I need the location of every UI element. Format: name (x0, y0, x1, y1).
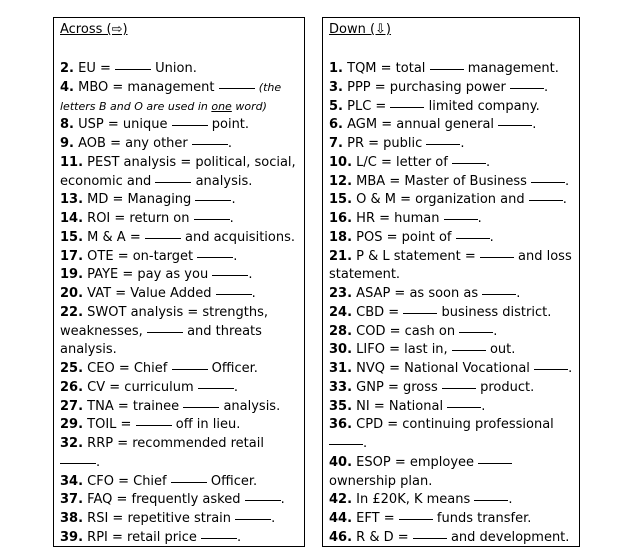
clue-text-after: . (562, 192, 567, 208)
clue-number: 21. (329, 248, 353, 264)
answer-blank[interactable] (447, 407, 481, 408)
clue-number: 17. (60, 248, 84, 264)
clue-number: 40. (329, 454, 353, 470)
clue-number: 22. (60, 304, 84, 320)
answer-blank[interactable] (245, 500, 281, 501)
answer-blank[interactable] (456, 238, 490, 239)
clue-text-before: AGM = annual general (347, 117, 495, 133)
clue-down-1 (329, 60, 576, 79)
clue-number: 33. (329, 379, 353, 395)
clue-text-after: . (96, 454, 101, 470)
clue-text-after: out. (489, 342, 516, 358)
clue-note-emphasis: one (211, 99, 232, 113)
clue-text-after: and loss statement. (329, 248, 572, 283)
answer-blank[interactable] (172, 125, 208, 126)
clue-down-36 (329, 416, 576, 454)
clue-number: 13. (60, 192, 84, 208)
clue-across-37 (60, 491, 301, 510)
clue-down-42 (329, 491, 576, 510)
clue-text-after: product. (480, 379, 535, 395)
clue-text-before: EFT = (356, 511, 395, 526)
answer-blank[interactable] (136, 425, 172, 426)
clue-number: 1. (329, 61, 343, 76)
clue-number: 32. (60, 436, 84, 451)
clue-text-after: . (565, 173, 570, 189)
clue-text-before: CPD = continuing professional (356, 417, 554, 433)
clue-down-6 (329, 116, 576, 135)
clue-across-9 (60, 135, 301, 154)
clue-text-before: MBA = Master of Business (356, 173, 527, 189)
answer-blank[interactable] (172, 369, 208, 370)
clue-text-after: . (460, 136, 465, 151)
clue-down-15 (329, 191, 576, 210)
clue-down-16 (329, 210, 576, 229)
clue-text-before: TNA = trainee (87, 398, 180, 414)
clue-text-before: USP = unique (78, 117, 168, 133)
answer-blank[interactable] (194, 219, 230, 220)
answer-blank[interactable] (474, 500, 508, 501)
clue-text-after: . (233, 379, 238, 395)
clue-text-before: HR = human (356, 211, 440, 226)
clue-text-after: . (251, 286, 256, 301)
clue-number: 27. (60, 398, 84, 414)
clue-text-after: point. (211, 117, 250, 133)
clue-text-after: analysis. (223, 398, 281, 414)
clue-number: 6. (329, 117, 343, 133)
clue-text-before: AOB = any other (78, 136, 188, 151)
answer-blank[interactable] (212, 275, 248, 276)
clue-text-after: . (237, 529, 242, 545)
clue-text-before: In £20K, K means (356, 492, 471, 508)
clue-number: 39. (60, 529, 84, 545)
clue-number: 3. (329, 79, 343, 95)
answer-blank[interactable] (183, 407, 219, 408)
clue-number: 11. (60, 154, 84, 170)
clue-number: 36. (329, 417, 353, 433)
answer-blank[interactable] (147, 332, 183, 333)
clue-text-before: TOIL = (87, 417, 132, 433)
answer-blank[interactable] (510, 88, 544, 89)
clue-text-after: . (489, 229, 494, 245)
clue-text-before: CV = curriculum (87, 379, 194, 395)
clue-number: 5. (329, 98, 343, 114)
clue-text-before: PLC = (347, 98, 387, 114)
clue-number: 2. (60, 61, 74, 76)
clue-number: 14. (60, 211, 84, 226)
clue-number: 15. (60, 229, 84, 245)
clue-text-before: PR = public (347, 136, 423, 151)
clue-text-before: ASAP = as soon as (356, 286, 479, 301)
clue-text-after: business district. (441, 304, 552, 320)
clue-text-after: limited company. (428, 98, 540, 114)
answer-blank[interactable] (482, 294, 516, 295)
answer-blank[interactable] (444, 219, 478, 220)
answer-blank[interactable] (480, 257, 514, 258)
clue-text-after: . (248, 267, 253, 283)
answer-blank[interactable] (452, 350, 486, 351)
answer-blank[interactable] (235, 519, 271, 520)
clue-note-text: (the letters B and O are used in (60, 80, 282, 113)
clue-down-10 (329, 154, 576, 173)
clue-text-after: Officer. (211, 361, 258, 376)
clue-number: 9. (60, 136, 74, 151)
clue-down-35 (329, 398, 576, 417)
clue-number: 12. (329, 173, 353, 189)
answer-blank[interactable] (413, 538, 447, 539)
clue-across-39 (60, 529, 301, 548)
answer-blank[interactable] (498, 125, 532, 126)
clue-down-33 (329, 379, 576, 398)
clue-note-text: word) (231, 99, 267, 113)
clue-number: 37. (60, 492, 84, 508)
clue-number: 23. (329, 286, 353, 301)
clue-number: 16. (329, 211, 353, 226)
clue-across-14 (60, 210, 301, 229)
clue-text-after: . (481, 398, 486, 414)
clue-text-after: . (227, 136, 233, 151)
answer-blank[interactable] (201, 538, 237, 539)
answer-blank[interactable] (403, 313, 437, 314)
down-clue-list (329, 60, 576, 548)
answer-blank[interactable] (531, 182, 565, 183)
clue-across-17 (60, 248, 301, 267)
clue-down-7 (329, 135, 576, 154)
clue-number: 46. (329, 529, 353, 545)
clue-number: 29. (60, 417, 84, 433)
answer-blank[interactable] (390, 107, 424, 108)
clue-text-before: PEST analysis = political, social, economic and (60, 154, 296, 189)
answer-blank[interactable] (534, 369, 568, 370)
answer-blank[interactable] (195, 200, 231, 201)
clue-text-after: . (477, 211, 482, 226)
clue-across-2 (60, 60, 301, 79)
clue-text-before: PPP = purchasing power (347, 79, 506, 95)
clue-text-after: . (231, 192, 236, 208)
clue-text-after: . (532, 117, 537, 133)
clue-number: 30. (329, 342, 353, 358)
clue-text-before: RPI = retail price (87, 529, 197, 545)
clue-text-before: PAYE = pay as you (87, 267, 209, 283)
across-column (53, 17, 305, 547)
clue-text-after: Union. (155, 61, 197, 76)
clue-across-27 (60, 398, 301, 417)
clue-down-28 (329, 323, 576, 342)
answer-blank[interactable] (529, 200, 563, 201)
answer-blank[interactable] (60, 463, 96, 464)
answer-blank[interactable] (442, 388, 476, 389)
answer-blank[interactable] (197, 257, 233, 258)
clue-text-after: Officer. (210, 473, 258, 489)
clue-number: 8. (60, 117, 74, 133)
clue-text-before: O & M = organization and (356, 192, 525, 208)
clue-text-before: L/C = letter of (356, 154, 448, 170)
clue-text-after: . (280, 492, 285, 508)
clue-text-before: GNP = gross (356, 379, 438, 395)
clue-across-29 (60, 416, 301, 435)
clue-number: 44. (329, 511, 353, 526)
answer-blank[interactable] (192, 144, 228, 145)
clue-text-before: CEO = Chief (87, 361, 168, 376)
clue-down-18 (329, 229, 576, 248)
clue-text-before: RSI = repetitive strain (87, 511, 232, 526)
clue-number: 28. (329, 323, 353, 339)
clue-text-after: . (516, 286, 521, 301)
clue-across-8 (60, 116, 301, 135)
across-clue-list (60, 60, 301, 548)
clue-across-38 (60, 510, 301, 529)
clue-down-24 (329, 304, 576, 323)
clue-down-44 (329, 510, 576, 529)
clue-number: 20. (60, 286, 84, 301)
answer-blank[interactable] (115, 69, 151, 70)
clue-across-4 (60, 79, 301, 117)
clue-text-after: . (568, 361, 573, 376)
clue-text-before: NI = National (356, 398, 444, 414)
answer-blank[interactable] (399, 519, 433, 520)
clue-text-before: POS = point of (356, 229, 452, 245)
clue-down-23 (329, 285, 576, 304)
answer-blank[interactable] (198, 388, 234, 389)
answer-blank[interactable] (145, 238, 181, 239)
clue-text-before: LIFO = last in, (356, 342, 448, 358)
clue-text-before: ROI = return on (87, 211, 190, 226)
clue-across-19 (60, 266, 301, 285)
clue-number: 42. (329, 492, 353, 508)
clue-text-after: . (229, 211, 234, 226)
clue-number: 24. (329, 304, 353, 320)
clue-down-40 (329, 454, 576, 492)
clue-text-before: RRP = recommended retail (87, 436, 264, 451)
clue-across-13 (60, 191, 301, 210)
clue-text-before: COD = cash on (356, 323, 456, 339)
answer-blank[interactable] (478, 463, 512, 464)
clue-text-before: NVQ = National Vocational (356, 361, 530, 376)
clue-text-after: analysis. (195, 173, 253, 189)
clue-text-after: and threats analysis. (60, 323, 262, 358)
clue-text-before: OTE = on-target (87, 248, 194, 264)
clue-down-30 (329, 341, 576, 360)
clue-text-after: . (508, 492, 513, 508)
clue-number: 19. (60, 267, 84, 283)
clue-text-after: . (544, 79, 549, 95)
clue-number: 15. (329, 192, 353, 208)
clue-down-5 (329, 98, 576, 117)
clue-across-34 (60, 473, 301, 492)
clue-number: 35. (329, 398, 353, 414)
clue-text-after: . (271, 511, 276, 526)
clue-text-before: FAQ = frequently asked (87, 492, 241, 508)
clue-number: 25. (60, 361, 84, 376)
across-heading: Across (⇨) (60, 22, 128, 37)
clue-text-before: P & L statement = (356, 248, 476, 264)
clue-text-after: funds transfer. (436, 511, 532, 526)
clue-text-after: . (493, 323, 498, 339)
answer-blank[interactable] (426, 144, 460, 145)
clue-text-before: ESOP = employee (356, 454, 475, 470)
clue-text-before: EU = (78, 61, 111, 76)
clue-text-after: . (363, 436, 368, 451)
clue-across-11 (60, 154, 301, 192)
answer-blank[interactable] (430, 69, 464, 70)
down-column (322, 17, 580, 547)
answer-blank[interactable] (155, 182, 191, 183)
clue-number: 10. (329, 154, 353, 170)
clue-text-after: . (233, 248, 238, 264)
clue-across-20 (60, 285, 301, 304)
clue-text-after: management. (467, 61, 559, 76)
clue-text-before: MBO = management (78, 79, 215, 95)
down-heading: Down (⇩) (329, 22, 392, 37)
clue-text-before: MD = Managing (87, 192, 192, 208)
clue-text-after: ownership plan. (329, 473, 433, 489)
clue-number: 38. (60, 511, 84, 526)
clue-text-before: CFO = Chief (87, 473, 167, 489)
answer-blank[interactable] (219, 88, 255, 89)
clue-text-after: . (485, 154, 491, 170)
clue-text-before: TQM = total (347, 61, 426, 76)
clue-number: 7. (329, 136, 343, 151)
clue-number: 26. (60, 379, 84, 395)
clue-number: 34. (60, 473, 84, 489)
answer-blank[interactable] (216, 294, 252, 295)
clue-down-46 (329, 529, 576, 548)
clue-text-after: and development. (450, 529, 570, 545)
clue-number: 18. (329, 229, 353, 245)
answer-blank[interactable] (171, 482, 207, 483)
clue-text-before: VAT = Value Added (87, 286, 212, 301)
clue-down-3 (329, 79, 576, 98)
clue-across-22 (60, 304, 301, 360)
clue-across-25 (60, 360, 301, 379)
clue-text-before: CBD = (356, 304, 400, 320)
clue-across-32 (60, 435, 301, 473)
clue-down-31 (329, 360, 576, 379)
clue-text-after: and acquisitions. (185, 229, 295, 245)
clue-across-15 (60, 229, 301, 248)
clue-text-before: R & D = (356, 529, 409, 545)
answer-blank[interactable] (459, 332, 493, 333)
clue-down-12 (329, 173, 576, 192)
clue-text-after: off in lieu. (175, 417, 241, 433)
answer-blank[interactable] (452, 163, 486, 164)
clue-text-before: SWOT analysis = strengths, weaknesses, (60, 304, 269, 339)
clue-number: 4. (60, 79, 74, 95)
clue-number: 31. (329, 361, 353, 376)
clue-across-26 (60, 379, 301, 398)
clue-down-21 (329, 248, 576, 286)
clue-text-before: M & A = (87, 229, 141, 245)
answer-blank[interactable] (329, 444, 363, 445)
